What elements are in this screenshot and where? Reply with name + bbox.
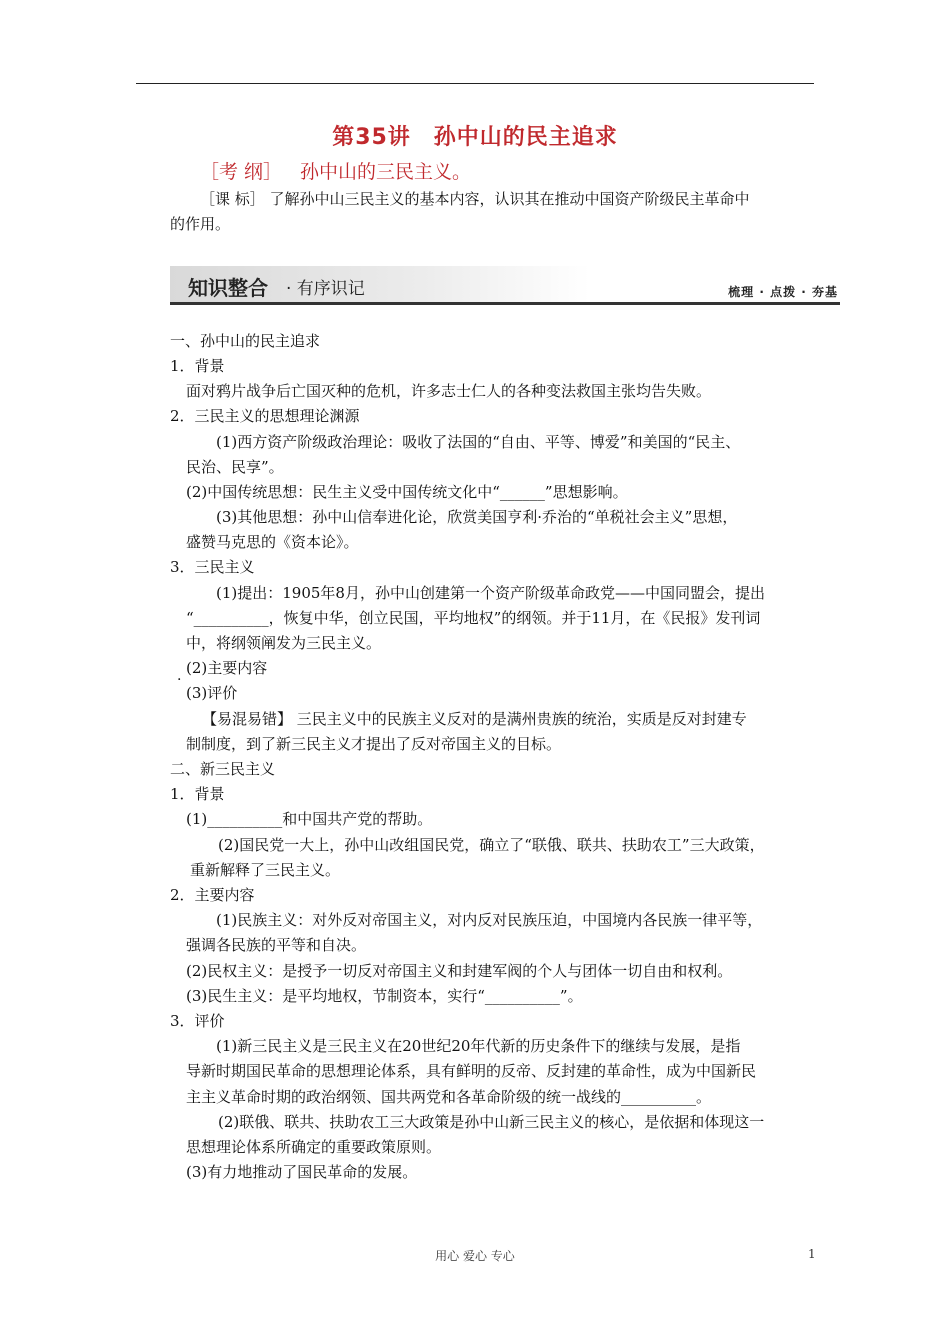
- banner-tagline: 梳理 · 点拨 · 夯基: [728, 285, 838, 299]
- text-line: (2)民权主义：是授予一切反对帝国主义和封建军阀的个人与团体一切自由和权利。: [186, 962, 733, 980]
- text-line: 中，将纲领阐发为三民主义。: [186, 634, 382, 652]
- text-line: “__________，恢复中华，创立民国，平均地权”的纲领。并于11月，在《民报》发刊词: [186, 609, 761, 627]
- exam-outline-text: 孙中山的三民主义。: [300, 161, 472, 183]
- banner-title: 知识整合: [188, 276, 268, 300]
- text-line: 导新时期国民革命的思想理论体系，具有鲜明的反帝、反封建的革命性，成为中国新民: [186, 1062, 757, 1080]
- exam-outline-label: ［考 纲］: [200, 161, 283, 183]
- text-line: 民治、民享”。: [186, 458, 284, 476]
- text-line: 盛赞马克思的《资本论》。: [186, 533, 359, 551]
- section-banner: [170, 266, 840, 306]
- text-line: (1)__________和中国共产党的帮助。: [186, 810, 433, 828]
- easy-mistake-line2: 制制度，到了新三民主义才提出了反对帝国主义的目标。: [186, 735, 562, 753]
- easy-mistake-line1: 【易混易错】 三民主义中的民族主义反对的是满州贵族的统治，实质是反对封建专: [202, 710, 747, 728]
- stray-mark: .: [177, 668, 182, 684]
- text-line: (3)评价: [186, 684, 238, 702]
- text-line: 强调各民族的平等和自决。: [186, 936, 367, 954]
- lesson-title: 第35讲 孙中山的民主追求: [332, 125, 618, 150]
- text-line: (3)民生主义：是平均地权，节制资本，实行“__________”。: [186, 987, 583, 1005]
- text-line: 一、孙中山的民主追求: [170, 332, 321, 350]
- text-line: (2)主要内容: [186, 659, 268, 677]
- text-line: 主主义革命时期的政治纲领、国共两党和各革命阶级的统一战线的__________。: [186, 1088, 712, 1106]
- text-line: 面对鸦片战争后亡国灭种的危机，许多志士仁人的各种变法救国主张均告失败。: [186, 382, 712, 400]
- text-line: (3)有力地推动了国民革命的发展。: [186, 1163, 418, 1181]
- curriculum-standard-line1: ［课 标］ 了解孙中山三民主义的基本内容，认识其在推动中国资产阶级民主革命中: [200, 190, 750, 208]
- page-footer: 用心 爱心 专心: [435, 1249, 515, 1263]
- text-line: (2)国民党一大上，孙中山改组国民党，确立了“联俄、联共、扶助农工”三大政策，: [218, 836, 765, 854]
- text-line: 1．背景: [170, 357, 225, 375]
- text-line: 1．背景: [170, 785, 225, 803]
- text-line: (2)联俄、联共、扶助农工三大政策是孙中山新三民主义的核心，是依据和体现这一: [218, 1113, 765, 1131]
- text-line: (1)提出：1905年8月，孙中山创建第一个资产阶级革命政党——中国同盟会，提出: [216, 584, 765, 602]
- header-rule: [136, 83, 814, 84]
- text-line: 思想理论体系所确定的重要政策原则。: [186, 1138, 442, 1156]
- page-number: 1: [808, 1247, 816, 1261]
- text-line: (1)西方资产阶级政治理论：吸收了法国的“自由、平等、博爱”和美国的“民主、: [216, 433, 741, 451]
- banner-subtitle: · 有序识记: [286, 279, 365, 299]
- curriculum-standard-line2: 的作用。: [170, 215, 231, 233]
- text-line: 2．主要内容: [170, 886, 255, 904]
- text-line: (1)新三民主义是三民主义在20世纪20年代新的历史条件下的继续与发展，是指: [216, 1037, 741, 1055]
- banner-underline: [170, 302, 840, 305]
- text-line: (1)民族主义：对外反对帝国主义，对内反对民族压迫，中国境内各民族一律平等，: [216, 911, 763, 929]
- text-line: 3．三民主义: [170, 558, 255, 576]
- text-line: 二、新三民主义: [170, 760, 276, 778]
- exam-outline: [200, 157, 471, 184]
- text-line: 2．三民主义的思想理论渊源: [170, 407, 360, 425]
- text-line: 重新解释了三民主义。: [190, 861, 341, 879]
- text-line: (2)中国传统思想：民生主义受中国传统文化中“______”思想影响。: [186, 483, 628, 501]
- text-line: 3．评价: [170, 1012, 225, 1030]
- text-line: (3)其他思想：孙中山信奉进化论，欣赏美国亨利·乔治的“单税社会主义”思想，: [216, 508, 738, 526]
